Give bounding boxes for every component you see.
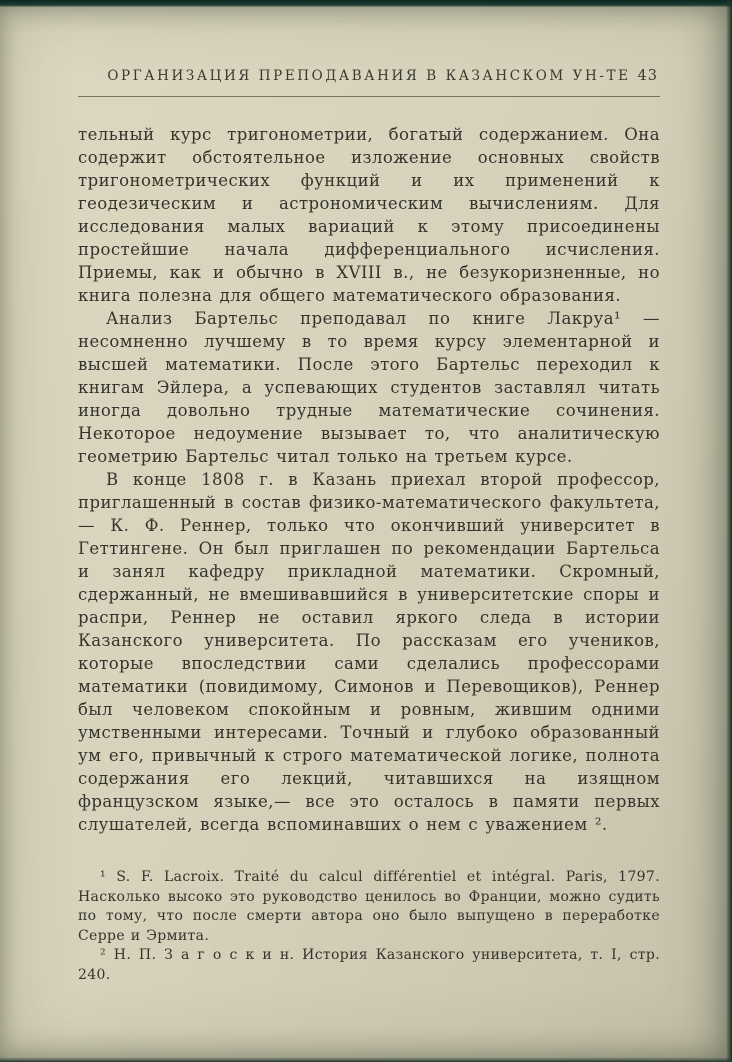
page-header	[78, 68, 660, 88]
running-title: ОРГАНИЗАЦИЯ ПРЕПОДАВАНИЯ В КАЗАНСКОМ УН-ТЕ	[107, 68, 631, 84]
body-text	[78, 123, 660, 836]
header-rule	[78, 96, 660, 97]
paragraph: Анализ Бартельс преподавал по книге Лакруа¹ — несомненно лучшему в то время курсу элементарной и высшей математики. После этого Бартельс переходил к книгам Эйлера, а успевающих студентов заставлял читать иногда довольно трудные математические сочинения. Некоторое недоумение вызывает то, что аналитическую геометрию Бартельс читал только на третьем курсе.	[78, 309, 660, 466]
paragraph: В конце 1808 г. в Казань приехал второй профессор, приглашенный в состав физико-математического факультета,— К. Ф. Реннер, только что окончивший университет в Геттингене. Он был приглашен по рекомендации Бартельса и занял кафедру прикладной математики. Скромный, сдержанный, не вмешивавшийся в университетские споры и распри, Реннер не оставил яркого следа в истории Казанского университета. По рассказам его учеников, которые впоследствии сами сделались профессорами математики (повидимому, Симонов и Перевощиков), Реннер был человеком спокойным и ровным, жившим одними умственными интересами. Точный и глубоко образованный ум его, привычный к строго математической логике, полнота содержания его лекций, читавшихся на изящном французском языке,— все это осталось в памяти первых слушателей, всегда вспоминавших о нем с уважением ².	[78, 470, 660, 834]
page-number: 43	[637, 68, 658, 84]
scan-edge-bottom	[0, 1057, 732, 1062]
footnote: ² Н. П. З а г о с к и н. История Казанского университета, т. I, стр. 240.	[78, 947, 660, 983]
paragraph: тельный курс тригонометрии, богатый содержанием. Она содержит обстоятельное изложение основных свойств тригонометрических функций и их применений к геодезическим и астрономическим вычислениям. Для исследования малых вариаций к этому присоединены простейшие начала дифференциального исчисления. Приемы, как и обычно в XVIII в., не безукоризненные, но книга полезна для общего математического образования.	[78, 125, 660, 305]
footnote-section	[78, 868, 660, 985]
footnote: ¹ S. F. Lacroix. Traité du calcul différentiel et intégral. Paris, 1797. Насколько высоко это руководство ценилось во Франции, можно судить по тому, что после смерти автора оно было выпущено в переработке Серре и Эрмита.	[78, 869, 660, 944]
